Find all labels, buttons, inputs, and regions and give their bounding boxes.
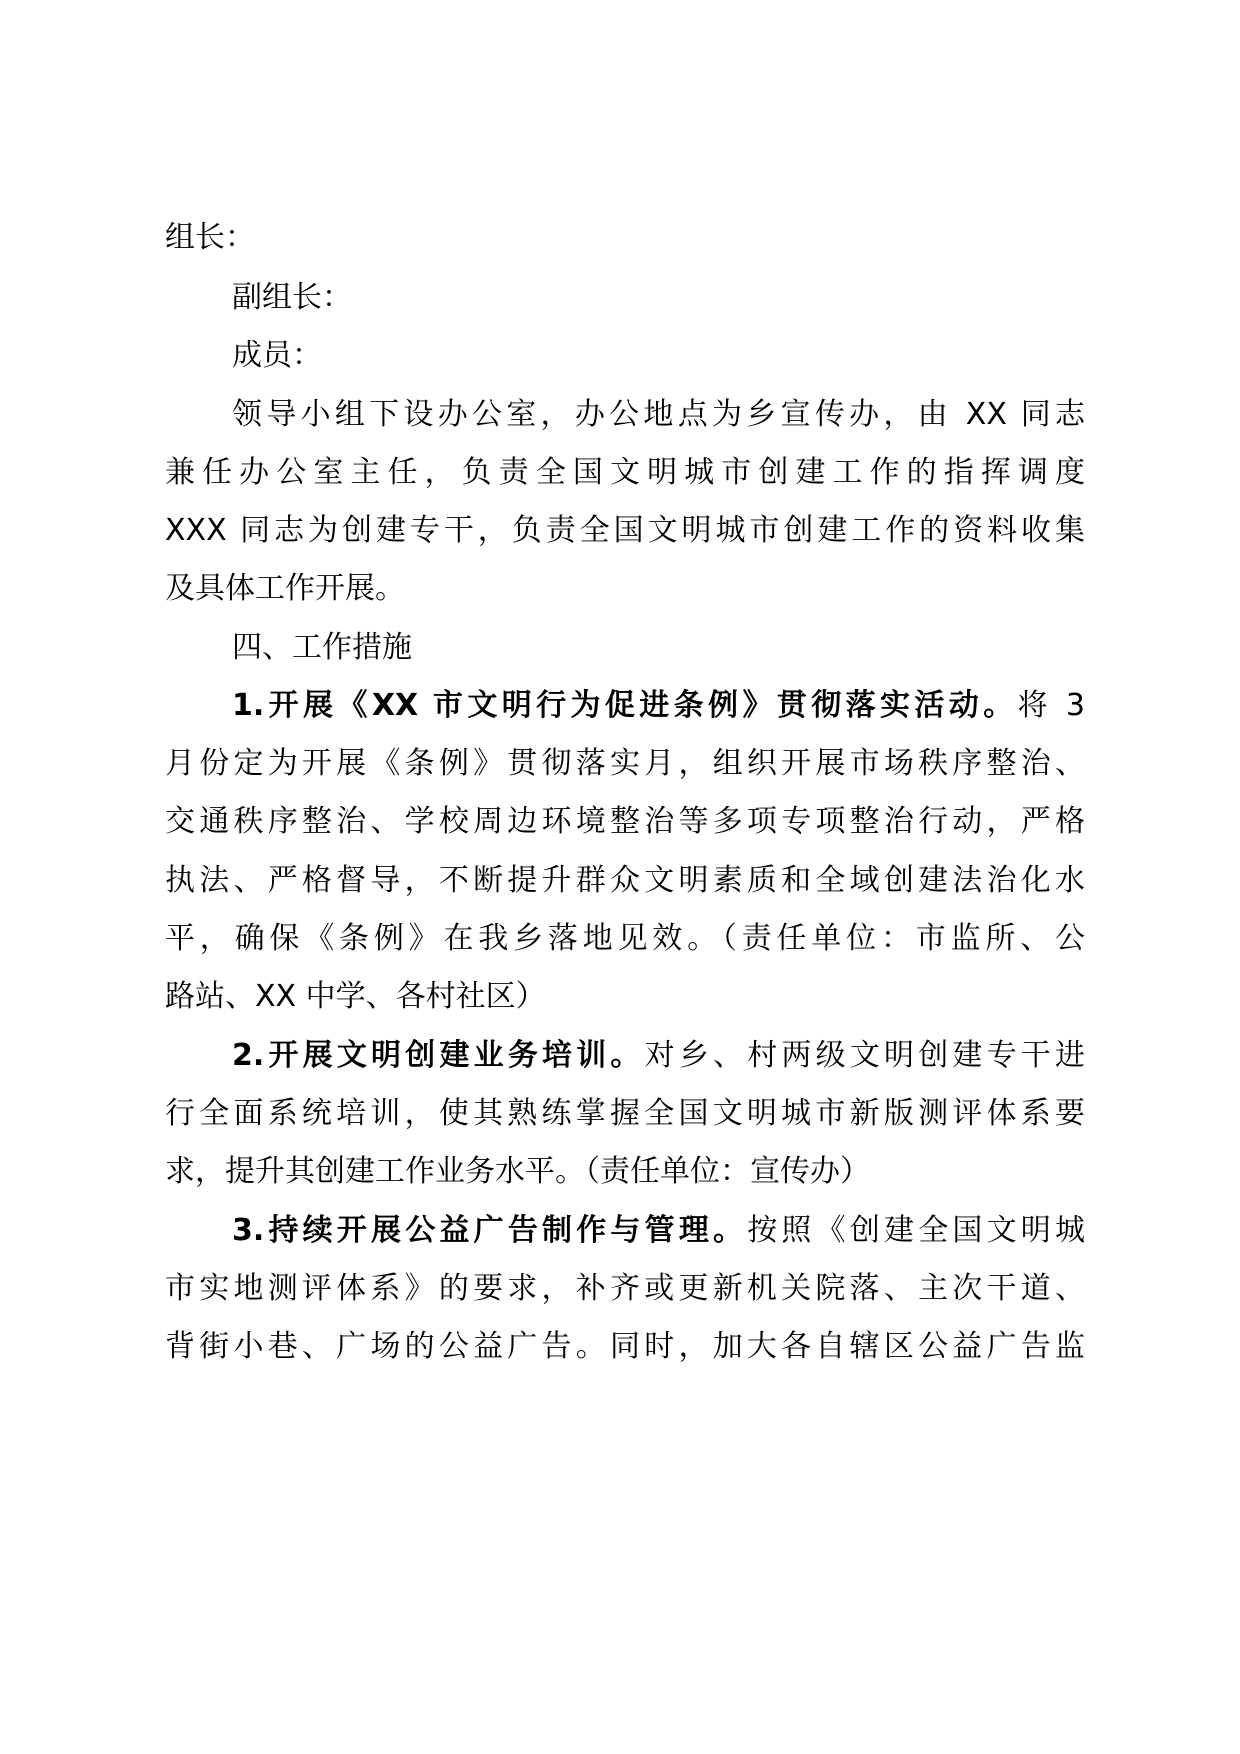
measure-3-title: 3.持续开展公益广告制作与管理。 xyxy=(232,1213,748,1248)
paragraph-line xyxy=(165,1329,1085,1365)
line-text: 按照《创建全国文明城 xyxy=(747,1213,1086,1248)
members-label xyxy=(232,338,1085,374)
line-text: 及具体工作开展。 xyxy=(165,571,405,606)
heading-text: 四、工作措施 xyxy=(232,630,412,665)
deputy-leader-label xyxy=(232,280,1085,316)
line-text: XXX 同志为创建专干，负责全国文明城市创建工作的资料收集 xyxy=(165,513,1085,548)
line-text: 平，确保《条例》在我乡落地见效。（责任单位：市监所、公 xyxy=(165,921,1085,956)
section-heading xyxy=(232,630,1085,666)
measure-1-first-line xyxy=(232,688,1085,724)
line-text: 成员： xyxy=(232,338,322,373)
line-text: 交通秩序整治、学校周边环境整治等多项专项整治行动，严格 xyxy=(165,804,1085,839)
line-text: 背街小巷、广场的公益广告。同时，加大各自辖区公益广告监 xyxy=(165,1329,1085,1364)
line-text: 将 3 xyxy=(1017,688,1085,723)
paragraph-line xyxy=(165,979,1085,1015)
leader-label xyxy=(165,220,1085,256)
paragraph-line xyxy=(165,1154,1085,1190)
line-text: 组长： xyxy=(165,220,255,255)
paragraph-line xyxy=(165,571,1085,607)
line-text: 兼任办公室主任，负责全国文明城市创建工作的指挥调度 xyxy=(165,455,1085,490)
line-text: 市实地测评体系》的要求，补齐或更新机关院落、主次干道、 xyxy=(165,1271,1085,1306)
measure-1-title: 1.开展《XX 市文明行为促进条例》贯彻落实活动。 xyxy=(232,688,1018,723)
line-text: 路站、XX 中学、各村社区） xyxy=(165,979,546,1014)
line-text: 月份定为开展《条例》贯彻落实月，组织开展市场秩序整治、 xyxy=(165,746,1085,781)
paragraph-line xyxy=(165,746,1085,782)
paragraph-line xyxy=(165,804,1085,840)
paragraph-line xyxy=(165,1271,1085,1307)
paragraph-line xyxy=(165,513,1085,549)
paragraph-line xyxy=(232,397,1085,433)
paragraph-line xyxy=(165,1096,1085,1132)
measure-2-title: 2.开展文明创建业务培训。 xyxy=(232,1038,645,1073)
paragraph-line xyxy=(165,455,1085,491)
paragraph-line xyxy=(165,921,1085,957)
line-text: 执法、严格督导，不断提升群众文明素质和全域创建法治化水 xyxy=(165,863,1085,898)
paragraph-line xyxy=(165,863,1085,899)
line-text: 对乡、村两级文明创建专干进 xyxy=(644,1038,1085,1073)
measure-3-first-line xyxy=(232,1213,1085,1249)
line-text: 副组长： xyxy=(232,280,352,315)
line-text: 行全面系统培训，使其熟练掌握全国文明城市新版测评体系要 xyxy=(165,1096,1085,1131)
line-text: 领导小组下设办公室，办公地点为乡宣传办，由 XX 同志 xyxy=(232,397,1085,432)
measure-2-first-line xyxy=(232,1038,1085,1074)
line-text: 求，提升其创建工作业务水平。（责任单位：宣传办） xyxy=(165,1154,870,1189)
